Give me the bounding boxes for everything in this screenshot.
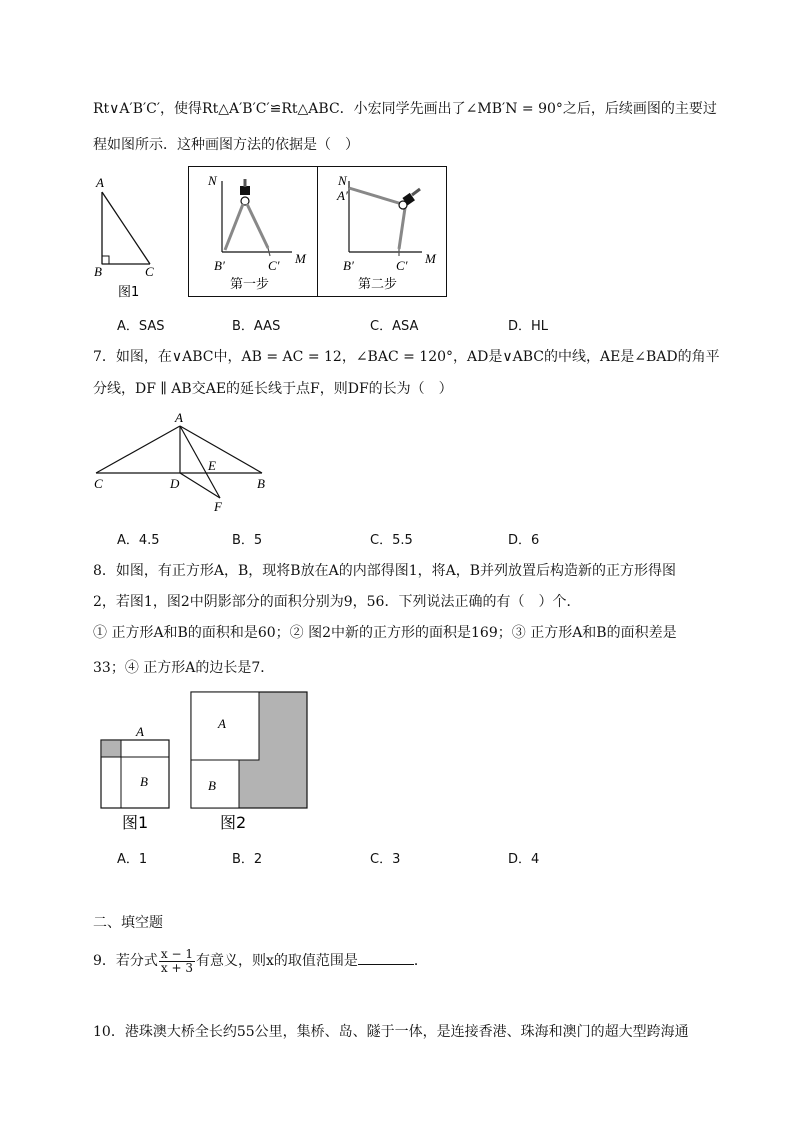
- q9-answer-blank[interactable]: [358, 952, 414, 965]
- q6-fig1-label-B: B: [94, 264, 102, 279]
- q6-step1-label-C: C′: [268, 258, 280, 273]
- q6-option-b[interactable]: B．AAS: [232, 319, 281, 334]
- section-title: 二、填空题: [93, 915, 163, 931]
- q8-fig1-label-A: A: [136, 724, 144, 739]
- q7-label-D: D: [170, 476, 180, 491]
- q8-fig2-label-B: B: [208, 778, 216, 793]
- q8-text-line3: ① 正方形A和B的面积和是60；② 图2中新的正方形的面积是169；③ 正方形A和B的面积差是: [93, 625, 677, 641]
- q6-fig1-caption: 图1: [118, 285, 140, 300]
- q7-label-E: E: [208, 458, 216, 473]
- q8-text-line2: 2，若图1，图2中阴影部分的面积分别为9，56．下列说法正确的有（ ）个．: [93, 594, 581, 610]
- q8-fig1-caption: 图1: [122, 813, 149, 832]
- q6-step1: [207, 173, 307, 292]
- q6-option-a[interactable]: A．SAS: [117, 319, 165, 334]
- q7-label-F: F: [214, 499, 222, 514]
- q6-step1-label-M: M: [295, 251, 306, 266]
- q6-option-d[interactable]: D．HL: [508, 319, 549, 334]
- q6-step2-label-A: A′: [337, 188, 348, 203]
- q7-option-c[interactable]: C．5.5: [370, 533, 413, 548]
- q6-fig1-label-C: C: [145, 264, 154, 279]
- q6-step2: [336, 173, 437, 292]
- q8-figure1: [100, 718, 174, 840]
- q7-label-A: A: [175, 410, 183, 425]
- q9-numerator: x − 1: [160, 946, 194, 961]
- q7-option-a[interactable]: A．4.5: [117, 533, 160, 548]
- q6-steps-figure: [188, 166, 448, 298]
- q8-option-a[interactable]: A．1: [117, 852, 148, 867]
- q9-end: ．: [413, 953, 428, 969]
- q6-text-line1: Rt∨A′B′C′，使得Rt△A′B′C′≌Rt△ABC．小宏同学先画出了∠MB′N = 90°之后，后续画图的主要过: [93, 101, 717, 117]
- q8-fig1-label-B: B: [140, 774, 148, 789]
- q7-label-B: B: [257, 476, 265, 491]
- q6-figure1: [90, 172, 170, 300]
- q9-denominator: x + 3: [160, 960, 194, 975]
- q7-text-line1: 7．如图，在∨ABC中，AB = AC = 12，∠BAC = 120°，AD是∨ABC的中线，AE是∠BAD的角平: [93, 349, 720, 365]
- q8-option-c[interactable]: C．3: [370, 852, 401, 867]
- q7-label-C: C: [94, 476, 103, 491]
- q6-text-line2: 程如图所示．这种画图方法的依据是（ ）: [93, 137, 359, 153]
- q7-option-d[interactable]: D．6: [508, 533, 540, 548]
- q9-suffix: 有意义，则x的取值范围是: [196, 953, 358, 969]
- q7-option-b[interactable]: B．5: [232, 533, 263, 548]
- q6-step2-label-N: N: [338, 173, 347, 188]
- q8-fig2-caption: 图2: [220, 813, 247, 832]
- q8-option-d[interactable]: D．4: [508, 852, 540, 867]
- q7-text-line2: 分线，DF ∥ AB交AE的延长线于点F，则DF的长为（ ）: [93, 381, 453, 397]
- q8-option-b[interactable]: B．2: [232, 852, 263, 867]
- q6-step1-label-B: B′: [214, 258, 225, 273]
- q6-step2-label-M: M: [425, 251, 436, 266]
- q6-step2-label-B: B′: [343, 258, 354, 273]
- q9-fraction: [159, 948, 195, 975]
- q8-text-line1: 8．如图，有正方形A，B，现将B放在A的内部得图1，将A，B并列放置后构造新的正方形得图: [93, 563, 677, 579]
- q6-option-c[interactable]: C．ASA: [370, 319, 419, 334]
- q8-text-line4: 33；④ 正方形A的边长是7．: [93, 660, 275, 676]
- q8-fig2-label-A: A: [218, 716, 226, 731]
- q8-figure2: [190, 690, 310, 834]
- q9-text: [93, 946, 428, 976]
- q6-step1-caption: 第一步: [230, 277, 270, 292]
- q6-step2-caption: 第二步: [358, 277, 398, 292]
- q7-figure: [90, 410, 280, 518]
- q6-step2-label-C: C′: [396, 258, 408, 273]
- q10-text-line1: 10．港珠澳大桥全长约55公里，集桥、岛、隧于一体，是连接香港、珠海和澳门的超大型跨海通: [93, 1024, 689, 1040]
- q9-prefix: 9．若分式: [93, 953, 158, 969]
- q6-step1-label-N: N: [208, 173, 217, 188]
- q6-fig1-label-A: A: [96, 175, 104, 190]
